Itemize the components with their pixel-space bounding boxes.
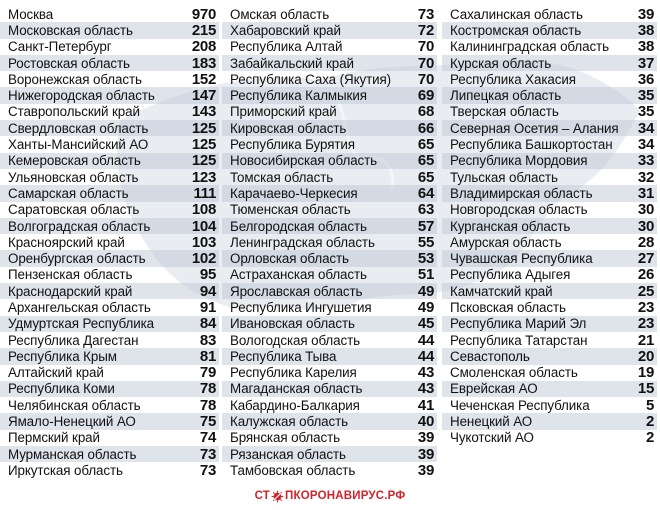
region-name: Удмуртская Республика bbox=[8, 316, 155, 332]
table-row bbox=[0, 71, 219, 87]
region-name: Севастополь bbox=[450, 348, 530, 364]
case-count: 43 bbox=[417, 380, 434, 398]
column-3 bbox=[442, 0, 657, 480]
region-name: Воронежская область bbox=[8, 71, 142, 87]
region-name: Тамбовская область bbox=[230, 462, 356, 478]
region-name: Омская область bbox=[230, 6, 330, 22]
region-name: Ивановская область bbox=[230, 316, 355, 332]
case-count: 125 bbox=[191, 152, 216, 170]
table-row bbox=[222, 267, 437, 283]
case-count: 34 bbox=[637, 136, 654, 154]
region-name: Ненецкий АО bbox=[450, 414, 533, 430]
table-row bbox=[222, 218, 437, 234]
region-name: Костромская область bbox=[450, 22, 582, 38]
case-count: 26 bbox=[637, 266, 654, 284]
table-row bbox=[442, 234, 657, 250]
case-count: 15 bbox=[637, 380, 654, 398]
table-row bbox=[442, 267, 657, 283]
region-name: Амурская область bbox=[450, 234, 562, 250]
region-name: Карачаево-Черкесия bbox=[230, 185, 358, 201]
region-name: Республика Мордовия bbox=[450, 153, 588, 169]
region-name: Республика Татарстан bbox=[450, 332, 588, 348]
case-count: 30 bbox=[637, 217, 654, 235]
case-count: 75 bbox=[199, 413, 216, 431]
region-name: Архангельская область bbox=[8, 299, 151, 315]
table-row bbox=[442, 6, 657, 22]
table-row bbox=[0, 365, 219, 381]
region-name: Новосибирская область bbox=[230, 153, 378, 169]
case-count: 25 bbox=[637, 282, 654, 300]
case-count: 49 bbox=[417, 299, 434, 316]
table-row bbox=[0, 234, 219, 250]
case-count: 39 bbox=[637, 5, 654, 23]
region-name: Ставропольский край bbox=[8, 104, 140, 120]
region-name: Курганская область bbox=[450, 218, 571, 234]
case-count: 108 bbox=[191, 201, 216, 219]
case-count: 147 bbox=[191, 87, 216, 105]
region-name: Ямало-Ненецкий АО bbox=[8, 414, 136, 430]
case-count: 73 bbox=[199, 445, 216, 463]
case-count: 43 bbox=[417, 364, 434, 382]
case-count: 5 bbox=[645, 396, 654, 414]
case-count: 66 bbox=[417, 119, 434, 137]
case-count: 69 bbox=[417, 87, 434, 105]
case-count: 45 bbox=[417, 315, 434, 333]
case-count: 2 bbox=[645, 429, 654, 447]
region-name: Чеченская Республика bbox=[450, 397, 590, 413]
case-count: 125 bbox=[191, 136, 216, 154]
case-count: 39 bbox=[417, 429, 434, 447]
case-count: 81 bbox=[199, 347, 216, 365]
region-name: Магаданская область bbox=[230, 381, 363, 397]
region-name: Красноярский край bbox=[8, 234, 125, 250]
table-row bbox=[222, 381, 437, 397]
region-name: Северная Осетия – Алания bbox=[450, 120, 619, 136]
case-count: 35 bbox=[637, 87, 654, 105]
table-row bbox=[0, 462, 219, 478]
region-name: Оренбургская область bbox=[8, 251, 146, 267]
case-count: 55 bbox=[417, 233, 434, 251]
table-row bbox=[222, 397, 437, 413]
case-count: 65 bbox=[417, 136, 434, 154]
region-name: Рязанская область bbox=[230, 446, 346, 462]
case-count: 40 bbox=[417, 413, 434, 431]
region-name: Белгородская область bbox=[230, 218, 367, 234]
case-count: 73 bbox=[417, 5, 434, 23]
table-row bbox=[222, 136, 437, 152]
region-name: Ханты-Мансийский АО bbox=[8, 137, 149, 153]
case-count: 35 bbox=[637, 103, 654, 121]
table-row bbox=[0, 218, 219, 234]
case-count: 215 bbox=[191, 21, 216, 39]
table-row bbox=[442, 104, 657, 120]
case-count: 70 bbox=[417, 70, 434, 88]
table-row bbox=[0, 55, 219, 71]
table-row bbox=[442, 202, 657, 218]
region-name: Тульская область bbox=[450, 169, 558, 185]
table-row bbox=[222, 283, 437, 299]
case-count: 74 bbox=[199, 429, 216, 447]
table-row bbox=[442, 169, 657, 185]
region-name: Чувашская Республика bbox=[450, 251, 593, 267]
region-name: Республика Адыгея bbox=[450, 267, 571, 283]
case-count: 111 bbox=[193, 184, 216, 202]
table-row bbox=[0, 22, 219, 38]
table-row bbox=[442, 381, 657, 397]
region-name: Ленинградская область bbox=[230, 234, 375, 250]
case-count: 49 bbox=[417, 282, 434, 300]
table-row bbox=[222, 413, 437, 429]
table-row bbox=[222, 462, 437, 478]
region-name: Санкт-Петербург bbox=[8, 39, 112, 55]
table-row bbox=[222, 332, 437, 348]
case-count: 65 bbox=[417, 168, 434, 186]
table-row bbox=[442, 153, 657, 169]
table-row bbox=[222, 55, 437, 71]
logo-text-end: ПКОРОНАВИРУС.РФ bbox=[285, 490, 406, 502]
table-row bbox=[442, 185, 657, 201]
case-count: 32 bbox=[637, 168, 654, 186]
region-name: Липецкая область bbox=[450, 88, 562, 104]
logo-text-start: СТ bbox=[254, 490, 271, 502]
case-count: 27 bbox=[637, 250, 654, 268]
case-count: 70 bbox=[417, 38, 434, 56]
table-row bbox=[222, 104, 437, 120]
region-name: Тверская область bbox=[450, 104, 559, 120]
region-name: Чукотский АО bbox=[450, 430, 534, 446]
virus-icon bbox=[271, 490, 284, 503]
region-name: Калининградская область bbox=[450, 39, 609, 55]
region-name: Волгоградская область bbox=[8, 218, 151, 234]
case-count: 94 bbox=[199, 282, 216, 300]
table-row bbox=[222, 430, 437, 446]
case-count: 41 bbox=[417, 396, 434, 414]
region-name: Республика Тыва bbox=[230, 348, 337, 364]
case-count: 21 bbox=[637, 331, 654, 349]
case-count: 30 bbox=[637, 201, 654, 219]
region-name: Калужская область bbox=[230, 414, 349, 430]
table-row bbox=[442, 120, 657, 136]
region-name: Ростовская область bbox=[8, 55, 130, 71]
region-name: Псковская область bbox=[450, 299, 566, 315]
region-name: Томская область bbox=[230, 169, 334, 185]
region-name: Москва bbox=[8, 6, 54, 22]
region-name: Пермский край bbox=[8, 430, 100, 446]
table-row bbox=[222, 153, 437, 169]
case-count: 19 bbox=[637, 364, 654, 382]
table-row bbox=[0, 446, 219, 462]
case-count: 125 bbox=[191, 119, 216, 137]
region-name: Республика Коми bbox=[8, 381, 115, 397]
case-count: 38 bbox=[637, 38, 654, 56]
table-row bbox=[0, 381, 219, 397]
table-row bbox=[222, 120, 437, 136]
region-name: Республика Бурятия bbox=[230, 137, 355, 153]
region-name: Республика Крым bbox=[8, 348, 117, 364]
region-name: Новгородская область bbox=[450, 202, 588, 218]
region-name: Иркутская область bbox=[8, 462, 123, 478]
table-row bbox=[442, 430, 657, 446]
case-count: 37 bbox=[637, 54, 654, 72]
table-row bbox=[442, 299, 657, 315]
case-count: 28 bbox=[637, 233, 654, 251]
table-row bbox=[222, 185, 437, 201]
case-count: 34 bbox=[637, 119, 654, 137]
table-row bbox=[222, 202, 437, 218]
case-count: 68 bbox=[417, 103, 434, 121]
region-name: Республика Калмыкия bbox=[230, 88, 367, 104]
table-row bbox=[442, 136, 657, 152]
region-name: Алтайский край bbox=[8, 365, 104, 381]
region-name: Пензенская область bbox=[8, 267, 133, 283]
table-row bbox=[222, 6, 437, 22]
table-row bbox=[222, 71, 437, 87]
case-count: 39 bbox=[417, 445, 434, 463]
case-count: 208 bbox=[191, 38, 216, 56]
table-row bbox=[222, 446, 437, 462]
region-name: Тюменская область bbox=[230, 202, 351, 218]
case-count: 102 bbox=[191, 250, 216, 268]
table-row bbox=[442, 218, 657, 234]
region-name: Ульяновская область bbox=[8, 169, 139, 185]
region-name: Саратовская область bbox=[8, 202, 140, 218]
region-name: Республика Алтай bbox=[230, 39, 343, 55]
case-count: 152 bbox=[191, 70, 216, 88]
region-name: Камчатский край bbox=[450, 283, 553, 299]
case-count: 78 bbox=[199, 396, 216, 414]
region-name: Приморский край bbox=[230, 104, 337, 120]
case-count: 79 bbox=[199, 364, 216, 382]
region-name: Кемеровская область bbox=[8, 153, 141, 169]
case-count: 183 bbox=[191, 54, 216, 72]
table-row bbox=[0, 332, 219, 348]
table-row bbox=[0, 185, 219, 201]
table-row bbox=[0, 283, 219, 299]
region-name: Кировская область bbox=[230, 120, 347, 136]
table-row bbox=[0, 430, 219, 446]
table-row bbox=[0, 6, 219, 22]
case-count: 123 bbox=[191, 168, 216, 186]
case-count: 143 bbox=[191, 103, 216, 121]
table-row bbox=[0, 120, 219, 136]
region-name: Смоленская область bbox=[450, 365, 578, 381]
case-count: 44 bbox=[417, 347, 434, 365]
case-count: 33 bbox=[637, 152, 654, 170]
region-name: Республика Ингушетия bbox=[230, 299, 372, 315]
case-count: 72 bbox=[417, 21, 434, 39]
table-row bbox=[442, 365, 657, 381]
case-count: 104 bbox=[191, 217, 216, 235]
region-name: Сахалинская область bbox=[450, 6, 583, 22]
site-logo[interactable] bbox=[255, 490, 406, 503]
table-row bbox=[442, 283, 657, 299]
table-row bbox=[0, 136, 219, 152]
region-name: Республика Дагестан bbox=[8, 332, 139, 348]
region-name: Республика Башкортостан bbox=[450, 137, 613, 153]
case-count: 44 bbox=[417, 331, 434, 349]
case-count: 2 bbox=[645, 413, 654, 431]
table-row bbox=[0, 316, 219, 332]
table-row bbox=[442, 71, 657, 87]
case-count: 91 bbox=[199, 299, 216, 316]
case-count: 970 bbox=[191, 5, 216, 23]
region-name: Хабаровский край bbox=[230, 22, 341, 38]
region-name: Свердловская область bbox=[8, 120, 149, 136]
case-count: 39 bbox=[417, 461, 434, 479]
case-count: 63 bbox=[417, 201, 434, 219]
case-count: 38 bbox=[637, 21, 654, 39]
table-row bbox=[442, 87, 657, 103]
table-row bbox=[222, 365, 437, 381]
table-row bbox=[442, 250, 657, 266]
table-row bbox=[222, 316, 437, 332]
region-name: Ярославская область bbox=[230, 283, 363, 299]
region-name: Мурманская область bbox=[8, 446, 137, 462]
table-row bbox=[222, 348, 437, 364]
table-row bbox=[442, 332, 657, 348]
case-count: 23 bbox=[637, 315, 654, 333]
table-row bbox=[222, 22, 437, 38]
table-row bbox=[442, 22, 657, 38]
table-row bbox=[442, 413, 657, 429]
case-count: 64 bbox=[417, 184, 434, 202]
region-name: Орловская область bbox=[230, 251, 349, 267]
region-name: Республика Саха (Якутия) bbox=[230, 71, 392, 87]
region-name: Брянская область bbox=[230, 430, 340, 446]
case-count: 36 bbox=[637, 70, 654, 88]
footer bbox=[0, 486, 660, 506]
case-count: 53 bbox=[417, 250, 434, 268]
region-name: Курская область bbox=[450, 55, 552, 71]
table-row bbox=[0, 104, 219, 120]
region-name: Вологодская область bbox=[230, 332, 360, 348]
table-row bbox=[0, 348, 219, 364]
table-row bbox=[222, 39, 437, 55]
case-count: 73 bbox=[199, 461, 216, 479]
case-count: 65 bbox=[417, 152, 434, 170]
case-count: 20 bbox=[637, 347, 654, 365]
case-count: 78 bbox=[199, 380, 216, 398]
table-row bbox=[0, 169, 219, 185]
table-row bbox=[0, 413, 219, 429]
table-row bbox=[442, 316, 657, 332]
table-row bbox=[0, 397, 219, 413]
region-name: Республика Карелия bbox=[230, 365, 357, 381]
table-row bbox=[0, 299, 219, 315]
table-row bbox=[442, 397, 657, 413]
region-name: Московская область bbox=[8, 22, 133, 38]
case-count: 83 bbox=[199, 331, 216, 349]
region-name: Кабардино-Балкария bbox=[230, 397, 360, 413]
region-name: Челябинская область bbox=[8, 397, 141, 413]
region-name: Астраханская область bbox=[230, 267, 367, 283]
region-name: Владимирская область bbox=[450, 185, 593, 201]
region-name: Еврейская АО bbox=[450, 381, 538, 397]
region-name: Забайкальский край bbox=[230, 55, 354, 71]
table-row bbox=[442, 55, 657, 71]
table-row bbox=[222, 250, 437, 266]
table-row bbox=[0, 153, 219, 169]
region-name: Самарская область bbox=[8, 185, 129, 201]
case-count: 70 bbox=[417, 54, 434, 72]
table-row bbox=[0, 87, 219, 103]
case-count: 84 bbox=[199, 315, 216, 333]
region-name: Республика Хакасия bbox=[450, 71, 576, 87]
table-row bbox=[0, 267, 219, 283]
table-row bbox=[442, 348, 657, 364]
case-count: 51 bbox=[417, 266, 434, 284]
case-count: 103 bbox=[191, 233, 216, 251]
case-count: 23 bbox=[637, 299, 654, 316]
column-2 bbox=[222, 0, 437, 480]
table-row bbox=[222, 234, 437, 250]
region-name: Республика Марий Эл bbox=[450, 316, 587, 332]
table-row bbox=[222, 87, 437, 103]
table-row bbox=[0, 202, 219, 218]
region-name: Краснодарский край bbox=[8, 283, 133, 299]
case-count: 95 bbox=[199, 266, 216, 284]
table-row bbox=[0, 250, 219, 266]
case-count: 57 bbox=[417, 217, 434, 235]
table-row bbox=[0, 39, 219, 55]
region-name: Нижегородская область bbox=[8, 88, 155, 104]
column-1 bbox=[0, 0, 219, 480]
table-row bbox=[222, 169, 437, 185]
table-row bbox=[222, 299, 437, 315]
case-count: 31 bbox=[637, 184, 654, 202]
table-row bbox=[442, 39, 657, 55]
